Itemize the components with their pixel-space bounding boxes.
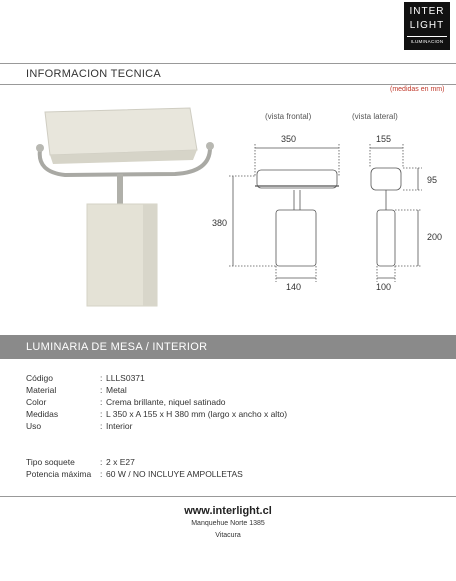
- spec-value: Interior: [106, 421, 133, 431]
- header-top-rule: [0, 63, 456, 64]
- spec-value: 60 W / NO INCLUYE AMPOLLETAS: [106, 469, 243, 479]
- units-note: (medidas en mm): [390, 86, 445, 93]
- spec-label: Material: [26, 385, 57, 395]
- header-bottom-rule: [0, 84, 456, 85]
- spec-colon: :: [100, 469, 103, 479]
- spec-colon: :: [100, 409, 103, 419]
- technical-drawing: [200, 128, 456, 298]
- product-band-title: LUMINARIA DE MESA / INTERIOR: [26, 341, 208, 353]
- dim-front-width: 350: [281, 134, 297, 144]
- spec-colon: :: [100, 397, 103, 407]
- spec-value: 2 x E27: [106, 457, 135, 467]
- logo-line-2: LIGHT: [409, 20, 445, 31]
- spec-value: Crema brillante, niquel satinado: [106, 397, 226, 407]
- product-photo: [25, 100, 228, 310]
- website-link[interactable]: www.interlight.cl: [184, 505, 272, 517]
- spec-colon: :: [100, 373, 103, 383]
- side-view-label: (vista lateral): [352, 112, 398, 121]
- logo-line-1: INTER: [409, 6, 445, 17]
- dim-side-base: 100: [376, 282, 392, 292]
- section-title: INFORMACION TECNICA: [26, 68, 162, 80]
- front-view-label: (vista frontal): [265, 112, 312, 121]
- dim-front-base: 140: [286, 282, 302, 292]
- spec-label: Medidas: [26, 409, 59, 419]
- dim-side-body: 200: [427, 232, 443, 242]
- spec-colon: :: [100, 385, 103, 395]
- address: Manquehue Norte 1385: [191, 520, 265, 527]
- spec-colon: :: [100, 457, 103, 467]
- spec-value: Metal: [106, 385, 127, 395]
- spec-label: Color: [26, 397, 47, 407]
- product-band: [0, 335, 456, 359]
- brand-logo: [404, 2, 450, 50]
- city: Vitacura: [215, 532, 241, 539]
- dim-side-width: 155: [376, 134, 392, 144]
- dim-side-top: 95: [427, 175, 438, 185]
- spec-label: Código: [26, 373, 53, 383]
- logo-line-3: ILUMINACION: [407, 36, 447, 44]
- spec-label: Tipo soquete: [26, 457, 75, 467]
- spec-colon: :: [100, 421, 103, 431]
- dim-front-height: 380: [212, 218, 228, 228]
- spec-value: L 350 x A 155 x H 380 mm (largo x ancho x alto): [106, 409, 288, 419]
- spec-value: LLLS0371: [106, 373, 145, 383]
- footer-rule: [0, 496, 456, 497]
- spec-label: Uso: [26, 421, 42, 431]
- spec-label: Potencia máxima: [26, 469, 92, 479]
